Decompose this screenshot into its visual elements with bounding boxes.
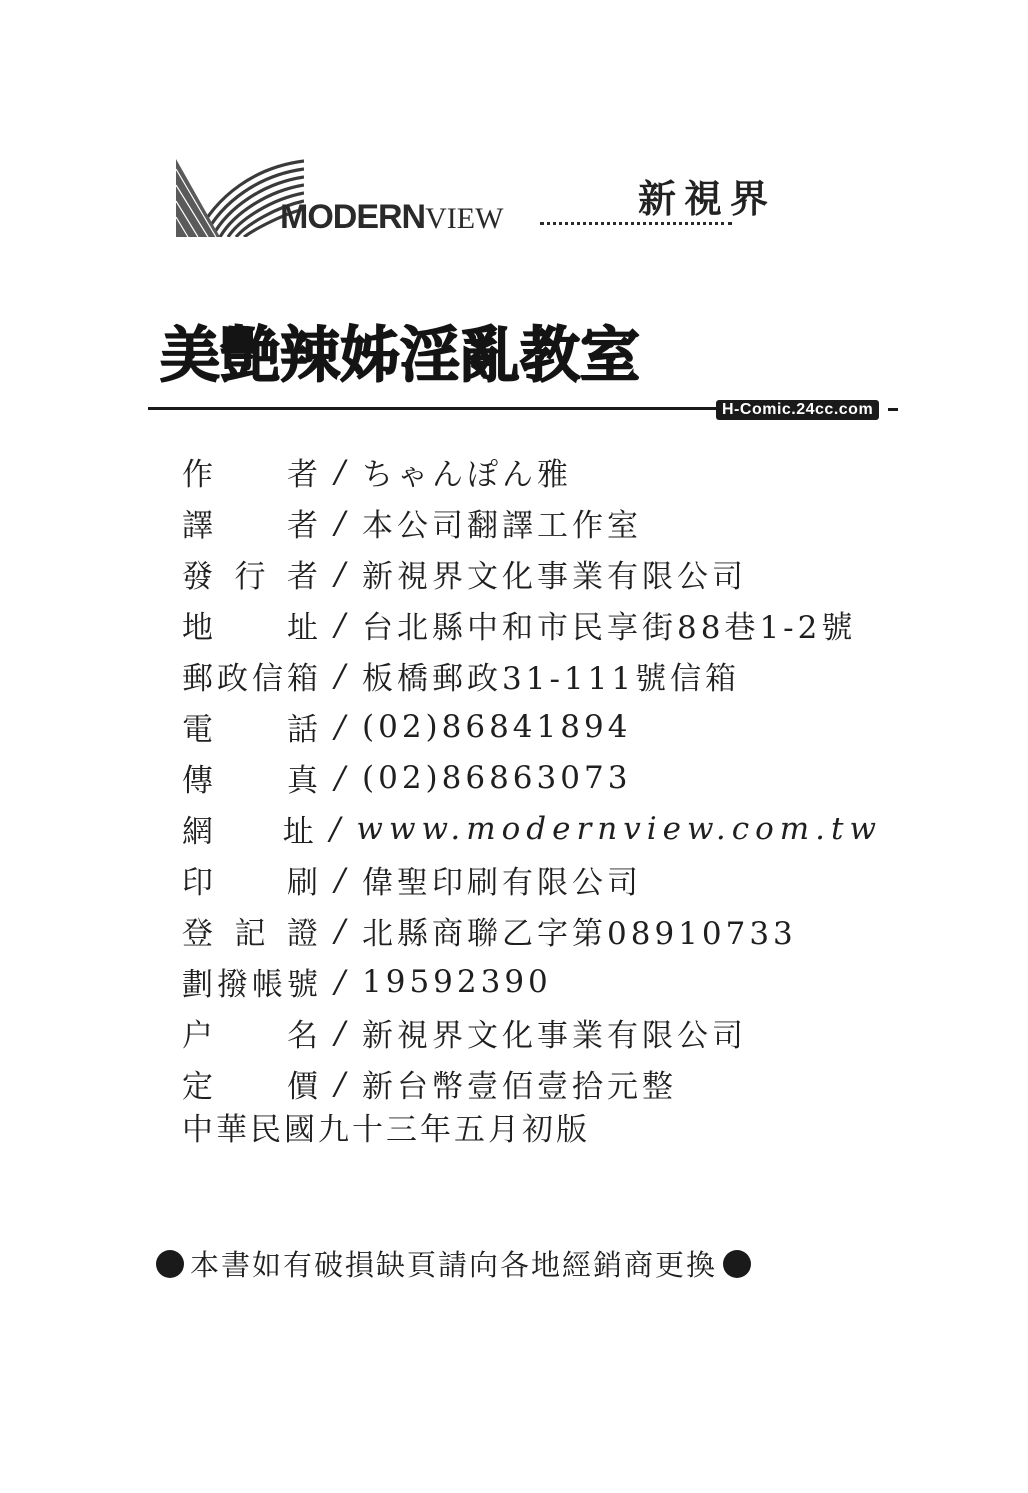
colophon-separator: /: [334, 657, 346, 694]
colophon-label: [182, 1010, 318, 1055]
colophon-label: [182, 704, 318, 749]
colophon-label-char: 記: [234, 916, 266, 952]
colophon-separator: /: [334, 912, 346, 949]
colophon-separator: /: [334, 1065, 346, 1102]
colophon-separator: /: [334, 759, 346, 796]
bullet-left-icon: [156, 1250, 184, 1278]
colophon-label-char: 名: [287, 1018, 318, 1054]
colophon-row: [182, 446, 882, 497]
replacement-notice: [156, 1243, 751, 1284]
colophon-label-char: 印: [182, 865, 213, 901]
colophon-label: [182, 602, 318, 647]
colophon-row: [182, 956, 882, 1007]
colophon-separator: /: [334, 504, 346, 541]
colophon-row: [182, 803, 882, 854]
colophon-label-char: 者: [287, 457, 318, 493]
colophon-label-char: 發: [182, 559, 213, 595]
title-underline: [148, 407, 718, 410]
colophon-label: [182, 755, 318, 800]
colophon-label-char: 價: [287, 1069, 318, 1105]
colophon-separator: /: [334, 861, 346, 898]
colophon-label: [182, 908, 318, 953]
colophon-value: 板橋郵政31-111號信箱: [362, 661, 741, 697]
colophon-row: [182, 650, 882, 701]
colophon-row: [182, 1058, 882, 1109]
colophon-label-char: 箱: [287, 661, 318, 697]
colophon-value: 偉聖印刷有限公司: [362, 865, 642, 901]
colophon-label-char: 户: [182, 1018, 213, 1054]
colophon-label-char: 定: [182, 1069, 213, 1105]
colophon: [182, 446, 882, 1109]
colophon-label: [182, 653, 318, 698]
colophon-row: [182, 905, 882, 956]
colophon-separator: /: [334, 708, 346, 745]
colophon-label-char: 登: [182, 916, 213, 952]
colophon-row: [182, 548, 882, 599]
colophon-label-char: 網: [182, 814, 213, 850]
logo-text-light: VIEW: [425, 202, 504, 235]
colophon-label-char: 帳: [252, 967, 283, 1003]
colophon-value: 北縣商聯乙字第08910733: [362, 916, 797, 952]
colophon-label-char: 撥: [217, 967, 248, 1003]
publisher-name-chinese: 新視界: [638, 177, 777, 221]
colophon-row: [182, 599, 882, 650]
colophon-label-char: 號: [287, 967, 318, 1003]
colophon-label-char: 址: [282, 814, 314, 850]
colophon-label: [182, 500, 318, 545]
colophon-label-char: 郵: [182, 661, 213, 697]
colophon-label: [182, 806, 314, 851]
colophon-label: [182, 449, 318, 494]
colophon-label: [182, 857, 318, 902]
colophon-label-char: 信: [252, 661, 283, 697]
colophon-label-char: 作: [182, 457, 213, 493]
colophon-separator: /: [334, 1014, 346, 1051]
colophon-row: [182, 752, 882, 803]
colophon-label-char: 政: [217, 661, 248, 697]
watermark: H-Comic.24cc.com: [716, 400, 879, 420]
colophon-label-char: 電: [182, 712, 213, 748]
notice-text: 本書如有破損缺頁請向各地經銷商更換: [190, 1248, 718, 1282]
colophon-value: (02)86841894: [362, 708, 632, 745]
colophon-label: [182, 1061, 318, 1106]
book-title: 美艷辣姊淫亂教室: [160, 321, 640, 391]
colophon-website-value: www.modernview.com.tw: [356, 810, 882, 847]
colophon-label: [182, 551, 318, 596]
colophon-value: 新台幣壹佰壹拾元整: [362, 1069, 677, 1105]
colophon-separator: /: [334, 606, 346, 643]
modernview-logo-text: [280, 200, 503, 234]
bullet-right-icon: [723, 1250, 751, 1278]
colophon-separator: /: [334, 453, 346, 490]
colophon-label-char: 地: [182, 610, 213, 646]
colophon-value: 本公司翻譯工作室: [362, 508, 642, 544]
colophon-value: (02)86863073: [362, 759, 632, 796]
title-underline-tail: [888, 408, 898, 411]
colophon-label-char: 譯: [182, 508, 213, 544]
colophon-row: [182, 497, 882, 548]
colophon-label-char: 者: [287, 559, 318, 595]
colophon-label-char: 證: [287, 916, 318, 952]
colophon-row: [182, 701, 882, 752]
colophon-label-char: 行: [234, 559, 266, 595]
colophon-separator: /: [334, 555, 346, 592]
colophon-value: 新視界文化事業有限公司: [362, 1018, 747, 1054]
colophon-label-char: 話: [287, 712, 318, 748]
colophon-value: ちゃんぽん雅: [362, 457, 572, 493]
colophon-value: 新視界文化事業有限公司: [362, 559, 747, 595]
colophon-value: 台北縣中和市民享街88巷1-2號: [362, 610, 857, 646]
colophon-label-char: 刷: [287, 865, 318, 901]
colophon-label-char: 傳: [182, 763, 213, 799]
colophon-separator: /: [329, 810, 341, 847]
colophon-row: [182, 1007, 882, 1058]
colophon-label: [182, 959, 318, 1004]
colophon-label-char: 址: [287, 610, 318, 646]
colophon-label-char: 真: [287, 763, 318, 799]
colophon-row: [182, 854, 882, 905]
edition-line: 中華民國九十三年五月初版: [182, 1112, 590, 1148]
logo-text-bold: MODERN: [280, 198, 426, 236]
colophon-label-char: 者: [287, 508, 318, 544]
colophon-separator: /: [334, 963, 346, 1000]
colophon-value: 19592390: [362, 963, 552, 1000]
colophon-label-char: 劃: [182, 967, 213, 1003]
